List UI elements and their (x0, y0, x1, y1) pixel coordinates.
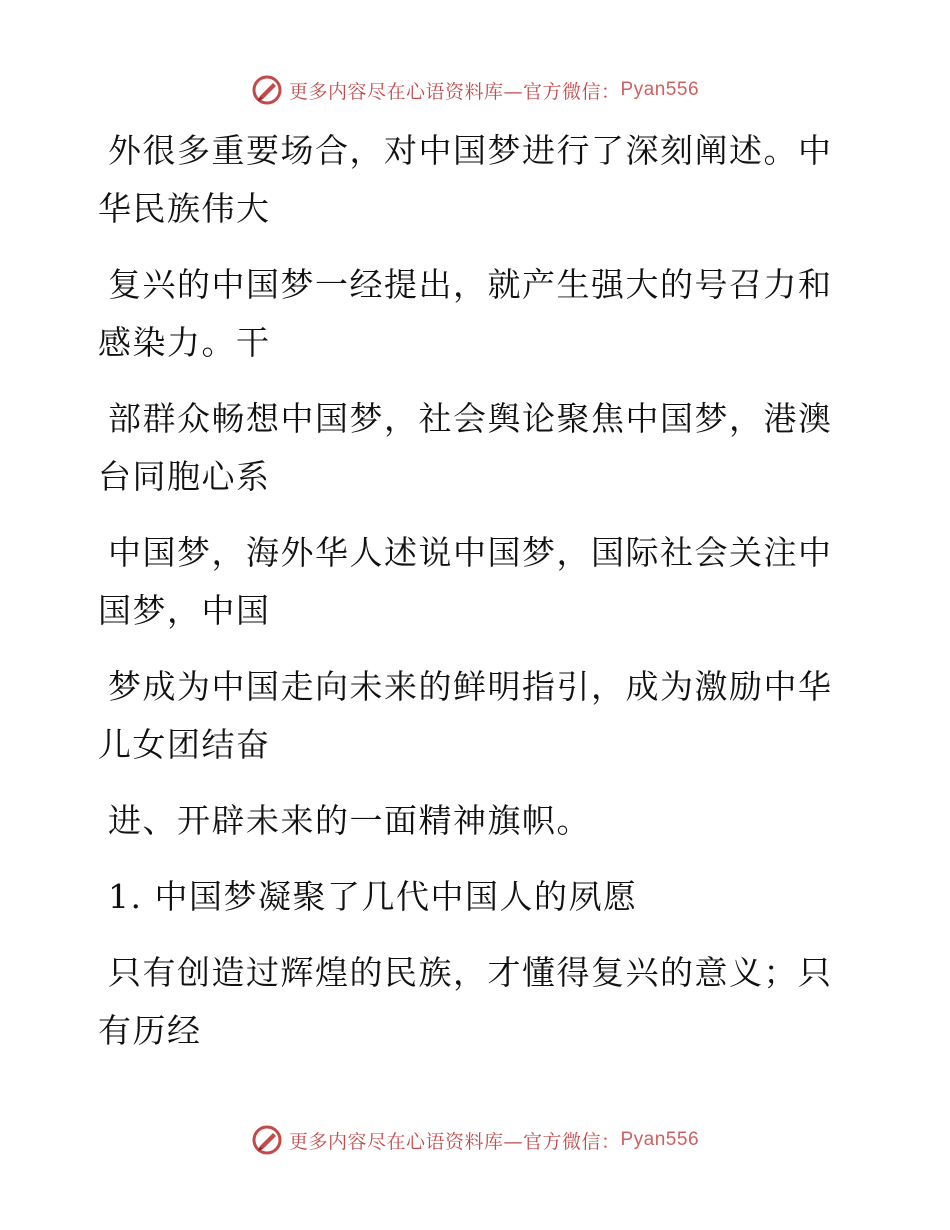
watermark-wechat-id: Pyan556 (620, 79, 700, 100)
watermark-text: 更多内容尽在心语资料库—官方微信： (288, 1130, 621, 1153)
paragraph: 中国梦，海外华人述说中国梦，国际社会关注中国梦，中国 (98, 533, 833, 630)
section-heading: 1. 中国梦凝聚了几代中国人的夙愿 (108, 877, 638, 916)
paragraph: 部群众畅想中国梦，社会舆论聚焦中国梦，港澳台同胞心系 (98, 399, 833, 496)
paragraph: 进、开辟未来的一面精神旗帜。 (108, 801, 591, 840)
paragraph: 外很多重要场合，对中国梦进行了深刻阐述。中华民族伟大 (98, 131, 833, 228)
pen-logo-icon (251, 1124, 283, 1156)
watermark-wechat-id: Pyan556 (620, 1129, 700, 1150)
pen-logo-icon (251, 74, 283, 106)
paragraph: 复兴的中国梦一经提出，就产生强大的号召力和感染力。干 (98, 265, 833, 362)
watermark-text: 更多内容尽在心语资料库—官方微信： (288, 80, 621, 103)
document-body (98, 122, 833, 1078)
header-watermark (0, 74, 950, 106)
footer-watermark (0, 1124, 950, 1156)
paragraph: 梦成为中国走向未来的鲜明指引，成为激励中华儿女团结奋 (98, 667, 833, 764)
paragraph: 只有创造过辉煌的民族，才懂得复兴的意义；只有历经 (98, 953, 833, 1050)
